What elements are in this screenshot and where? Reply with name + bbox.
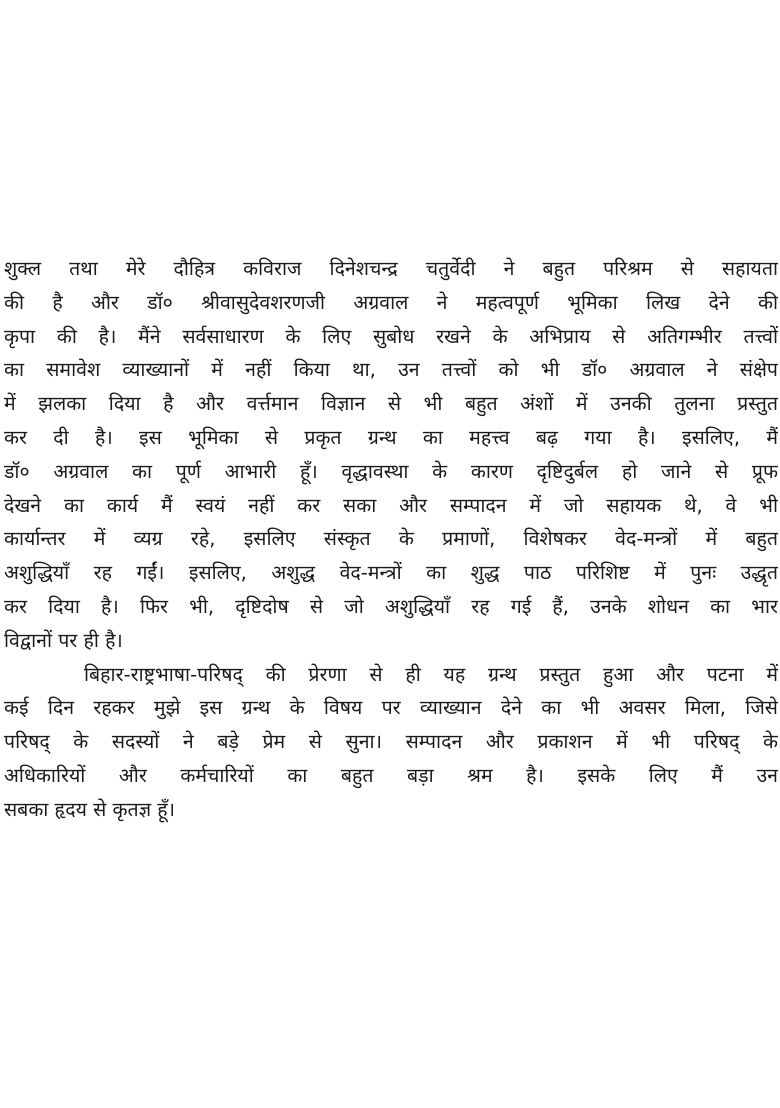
document-page <box>4 252 778 827</box>
text-line: देखने का कार्य मैं स्वयं नहीं कर सका और सम्पादन में जो सहायक थे, वे भी <box>4 493 778 517</box>
text-line: अशुद्धियाँ रह गईं। इसलिए, अशुद्ध वेद-मन्त्रों का शुद्ध पाठ परिशिष्ट में पुनः उद्धृत <box>4 561 778 585</box>
paragraph-acknowledgement-1 <box>4 252 778 658</box>
text-line: सबका हृदय से कृतज्ञ हूँ। <box>4 797 176 821</box>
text-line: बिहार-राष्ट्रभाषा-परिषद् की प्रेरणा से ही यह ग्रन्थ प्रस्तुत हुआ और पटना में <box>84 662 778 686</box>
text-line: अधिकारियों और कर्मचारियों का बहुत बड़ा श्रम है। इसके लिए मैं उन <box>4 763 778 787</box>
text-line: की है और डॉ० श्रीवासुदेवशरणजी अग्रवाल ने महत्वपूर्ण भूमिका लिख देने की <box>4 290 778 314</box>
text-line: डॉ० अग्रवाल का पूर्ण आभारी हूँ। वृद्धावस्था के कारण दृष्टिदुर्बल हो जाने से प्रूफ <box>4 459 778 483</box>
text-line: में झलका दिया है और वर्त्तमान विज्ञान से भी बहुत अंशों में उनकी तुलना प्रस्तुत <box>4 392 778 416</box>
text-line: कई दिन रहकर मुझे इस ग्रन्थ के विषय पर व्याख्यान देने का भी अवसर मिला, जिसे <box>4 696 778 720</box>
text-line: कर दी है। इस भूमिका से प्रकृत ग्रन्थ का महत्त्व बढ़ गया है। इसलिए, मैं <box>4 425 778 449</box>
paragraph-acknowledgement-2 <box>4 658 778 827</box>
text-line: का समावेश व्याख्यानों में नहीं किया था, उन तत्त्वों को भी डॉ० अग्रवाल ने संक्षेप <box>4 358 778 382</box>
text-line: परिषद् के सदस्यों ने बड़े प्रेम से सुना। सम्पादन और प्रकाशन में भी परिषद् के <box>4 730 778 754</box>
text-line: कार्यान्तर में व्यग्र रहे, इसलिए संस्कृत के प्रमाणों, विशेषकर वेद-मन्त्रों में बहुत <box>4 527 778 551</box>
text-line: कर दिया है। फिर भी, दृष्टिदोष से जो अशुद्धियाँ रह गई हैं, उनके शोधन का भार <box>4 594 778 618</box>
text-line: कृपा की है। मैंने सर्वसाधारण के लिए सुबोध रखने के अभिप्राय से अतिगम्भीर तत्त्वों <box>4 324 778 348</box>
text-line: विद्वानों पर ही है। <box>4 628 123 652</box>
text-line: शुक्ल तथा मेरे दौहित्र कविराज दिनेशचन्द्र चतुर्वेदी ने बहुत परिश्रम से सहायता <box>4 257 778 280</box>
